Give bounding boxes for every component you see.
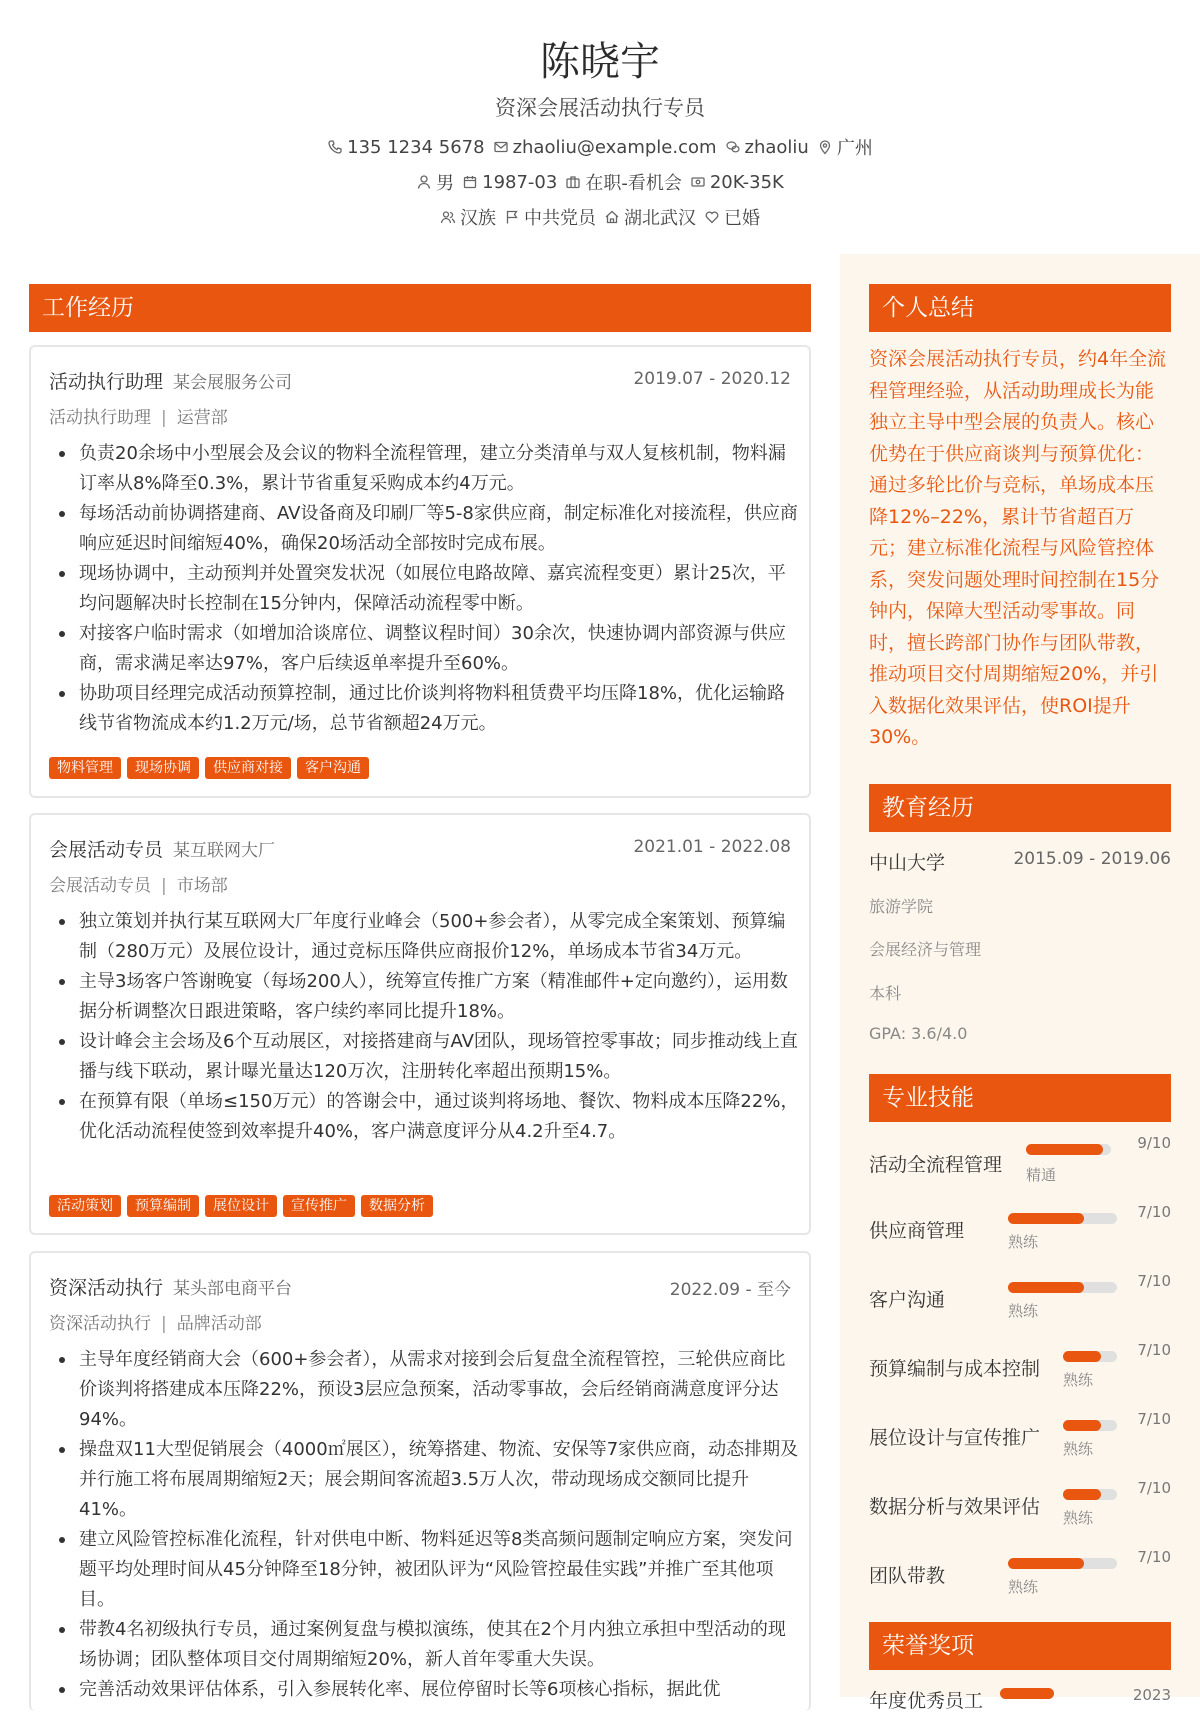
contact-line: [0, 134, 1200, 160]
gender-text: 男: [436, 173, 455, 194]
party-text: 中共党员: [524, 208, 596, 229]
skill-bar: [1008, 1282, 1117, 1293]
gender-item: [416, 169, 454, 195]
ethnicity-item: [440, 204, 496, 230]
job-card: [29, 813, 811, 1235]
skill-bar-fill: [1063, 1489, 1101, 1500]
job-date: 2022.09 - 至今: [669, 1280, 791, 1300]
skill-level: 精通: [1026, 1166, 1057, 1184]
wechat-icon: [725, 139, 741, 155]
job-company: 某头部电商平台: [173, 1279, 293, 1299]
skill-bar: [1008, 1213, 1117, 1224]
skill-bar-fill: [1063, 1420, 1101, 1431]
birth-item: [462, 169, 557, 195]
ethnicity-text: 汉族: [460, 208, 496, 229]
job-card: [29, 345, 811, 798]
bullet-item: 在预算有限（单场≤150万元）的答谢会中，通过谈判将场地、餐饮、物料成本压降22%，优化活动流程使签到效率提升40%，客户满意度评分从4.2升至4.7。: [49, 1087, 799, 1147]
skill-score: 7/10: [1137, 1410, 1171, 1428]
skill-tag: 供应商对接: [205, 757, 291, 779]
bullet-item: 对接客户临时需求（如增加洽谈席位、调整议程时间）30余次，快速协调内部资源与供应商，需求满足率达97%，客户后续返单率提升至60%。: [49, 619, 799, 679]
resume-header: [0, 0, 1200, 250]
education-date: 2015.09 - 2019.06: [1013, 849, 1171, 869]
salary-item: [690, 169, 784, 195]
skill-score: 7/10: [1137, 1548, 1171, 1566]
skill-tag: 预算编制: [127, 1195, 199, 1217]
job-company: 某会展服务公司: [173, 373, 293, 393]
separator: |: [161, 1314, 167, 1334]
skill-bar-fill: [1008, 1213, 1084, 1224]
bullet-item: 设计峰会主会场及6个互动展区，对接搭建商与AV团队，现场管控零事故；同步推动线上直播与线下联动，累计曝光量达120万次，注册转化率超出预期15%。: [49, 1027, 799, 1087]
job-tags: [49, 1195, 433, 1217]
hometown-item: [604, 204, 696, 230]
skill-bar: [1063, 1489, 1117, 1500]
skill-name: 客户沟通: [869, 1289, 946, 1311]
skill-bar-fill: [1008, 1282, 1084, 1293]
skill-item: [869, 1341, 1171, 1401]
skill-tag: 数据分析: [361, 1195, 433, 1217]
phone-text: 135 1234 5678: [347, 136, 485, 158]
gpa-value: GPA: 3.6/4.0: [869, 1024, 968, 1043]
section-header-skills: 专业技能: [869, 1074, 1171, 1122]
skill-item: [869, 1203, 1171, 1263]
wechat-item: [725, 134, 809, 160]
location-text: 广州: [836, 138, 873, 159]
bullet-item: 每场活动前协调搭建商、AV设备商及印刷厂等5-8家供应商，制定标准化对接流程，供应商响应延迟时间缩短40%，确保20场活动全部按时完成布展。: [49, 499, 799, 559]
skill-bar-fill: [1063, 1351, 1101, 1362]
skill-item: [869, 1479, 1171, 1539]
skill-bar: [1063, 1420, 1117, 1431]
job-bullets: [49, 1345, 799, 1705]
skill-score: 7/10: [1137, 1203, 1171, 1221]
section-header-honors: 荣誉奖项: [869, 1622, 1171, 1670]
job-title-line: [49, 367, 292, 394]
bullet-item: 带教4名初级执行专员，通过案例复盘与模拟演练，使其在2个月内独立承担中型活动的现场协调；团队整体项目交付周期缩短20%，新人首年零重大失误。: [49, 1615, 799, 1675]
job-role: 会展活动专员: [49, 876, 151, 896]
personal-line: [0, 169, 1200, 195]
education-row: [869, 848, 1171, 875]
bullet-item: 建立风险管控标准化流程，针对供电中断、物料延迟等8类高频问题制定响应方案，突发问题平均处理时间从45分钟降至18分钟，被团队评为“风险管控最佳实践”并推广至其他项目。: [49, 1525, 799, 1615]
salary-icon: [690, 174, 706, 190]
status-text: 在职-看机会: [585, 173, 682, 194]
bullet-item: 协助项目经理完成活动预算控制，通过比价谈判将物料租赁费平均压降18%，优化运输路线节省物流成本约1.2万元/场，总节省额超24万元。: [49, 679, 799, 739]
salary-text: 20K-35K: [709, 171, 784, 193]
job-subline: [49, 1309, 262, 1334]
job-title: 资深活动执行: [49, 1277, 164, 1299]
skill-level: 熟练: [1063, 1440, 1094, 1458]
skill-score: 7/10: [1137, 1479, 1171, 1497]
candidate-name: 陈晓宇: [540, 39, 660, 85]
marital-text: 已婚: [724, 208, 760, 229]
skill-name: 团队带教: [869, 1565, 946, 1587]
briefcase-icon: [565, 174, 581, 190]
background-line: [0, 204, 1200, 230]
skill-bar: [1063, 1351, 1117, 1362]
bullet-item: 独立策划并执行某互联网大厂年度行业峰会（500+参会者），从零完成全案策划、预算编制（280万元）及展位设计，通过竞标压降供应商报价12%，单场成本节省34万元。: [49, 907, 799, 967]
skill-score: 9/10: [1137, 1134, 1171, 1152]
email-item[interactable]: [493, 134, 717, 160]
honor-row: [869, 1686, 1171, 1712]
job-tags: [49, 757, 369, 779]
bullet-item: 负责20余场中小型展会及会议的物料全流程管理，建立分类清单与双人复核机制，物料漏订率从8%降至0.3%，累计节省重复采购成本约4万元。: [49, 439, 799, 499]
honor-name: 年度优秀员工: [869, 1690, 984, 1712]
candidate-title: 资深会展活动执行专员: [495, 96, 705, 120]
summary-text: 资深会展活动执行专员，约4年全流程管理经验，从活动助理成长为能独立主导中型会展的负责人。核心优势在于供应商谈判与预算优化：通过多轮比价与竞标，单场成本压降12%–22%，累计节省超百万元；建立标准化流程与风险管控体系，突发问题处理时间控制在15分钟内，保障大型活动零事故。同时，擅长跨部门协作与团队带教，推动项目交付周期缩短20%，并引入数据化效果评估，使ROI提升30%。: [869, 348, 1167, 748]
degree-name: 本科: [869, 984, 902, 1003]
skill-bar-fill: [1008, 1558, 1084, 1569]
skill-level: 熟练: [1008, 1233, 1039, 1251]
people-icon: [440, 209, 456, 225]
job-dept: 运营部: [176, 408, 228, 428]
separator: |: [161, 408, 167, 428]
skill-name: 数据分析与效果评估: [869, 1496, 1041, 1518]
job-subline: [49, 403, 228, 428]
email-text: zhaoliu@example.com: [512, 136, 717, 158]
job-role: 活动执行助理: [49, 408, 151, 428]
skill-level: 熟练: [1008, 1578, 1039, 1596]
home-icon: [604, 209, 620, 225]
skill-level: 熟练: [1063, 1509, 1094, 1527]
job-title: 会展活动专员: [49, 839, 164, 861]
skill-level: 熟练: [1008, 1302, 1039, 1320]
job-bullets: [49, 907, 799, 1147]
skill-item: [869, 1272, 1171, 1332]
section-header-work: 工作经历: [29, 284, 811, 332]
section-header-summary: 个人总结: [869, 284, 1171, 332]
heart-icon: [704, 209, 720, 225]
skill-tag: 现场协调: [127, 757, 199, 779]
skill-tag: 物料管理: [49, 757, 121, 779]
college-name: 旅游学院: [869, 897, 934, 916]
skill-bar: [1008, 1558, 1117, 1569]
person-icon: [416, 174, 432, 190]
skill-bar: [1026, 1144, 1111, 1155]
status-item: [565, 169, 682, 195]
school-name: 中山大学: [869, 852, 946, 874]
skill-tag: 活动策划: [49, 1195, 121, 1217]
honor-badge: [1000, 1688, 1054, 1699]
skill-name: 活动全流程管理: [869, 1154, 1003, 1176]
job-card: [29, 1251, 811, 1711]
location-item: [817, 134, 873, 160]
mail-icon: [493, 139, 509, 155]
phone-item: [327, 134, 484, 160]
skill-tag: 客户沟通: [297, 757, 369, 779]
section-header-education: 教育经历: [869, 784, 1171, 832]
party-item: [504, 204, 596, 230]
skill-name: 供应商管理: [869, 1220, 965, 1242]
honor-date: 2023: [1132, 1686, 1171, 1704]
hometown-text: 湖北武汉: [624, 208, 696, 229]
skill-item: [869, 1410, 1171, 1470]
skill-score: 7/10: [1137, 1341, 1171, 1359]
major-name: 会展经济与管理: [869, 940, 982, 959]
job-dept: 品牌活动部: [176, 1314, 262, 1334]
job-date: 2021.01 - 2022.08: [633, 837, 791, 857]
job-date: 2019.07 - 2020.12: [633, 369, 791, 389]
job-title-line: [49, 835, 275, 862]
skill-name: 展位设计与宣传推广: [869, 1427, 1041, 1449]
bullet-item: 操盘双11大型促销展会（4000㎡展区），统筹搭建、物流、安保等7家供应商，动态排期及并行施工将布展周期缩短2天；展会期间客流超3.5万人次，带动现场成交额同比提升41%。: [49, 1435, 799, 1525]
job-bullets: [49, 439, 799, 739]
skill-item: [869, 1134, 1171, 1194]
job-company: 某互联网大厂: [173, 841, 276, 861]
bullet-item: 现场协调中，主动预判并处置突发状况（如展位电路故障、嘉宾流程变更）累计25次，平均问题解决时长控制在15分钟内，保障活动流程零中断。: [49, 559, 799, 619]
phone-icon: [327, 139, 343, 155]
birth-text: 1987-03: [482, 171, 558, 193]
separator: |: [161, 876, 167, 896]
location-icon: [817, 139, 833, 155]
skill-score: 7/10: [1137, 1272, 1171, 1290]
skill-tag: 展位设计: [205, 1195, 277, 1217]
job-title-line: [49, 1273, 292, 1300]
flag-icon: [504, 209, 520, 225]
wechat-text: zhaoliu: [744, 136, 809, 158]
skill-item: [869, 1548, 1171, 1608]
job-dept: 市场部: [176, 876, 228, 896]
bullet-item: 完善活动效果评估体系，引入参展转化率、展位停留时长等6项核心指标，据此优: [49, 1675, 799, 1705]
calendar-icon: [462, 174, 478, 190]
job-subline: [49, 871, 228, 896]
job-role: 资深活动执行: [49, 1314, 151, 1334]
bullet-item: 主导年度经销商大会（600+参会者），从需求对接到会后复盘全流程管控，三轮供应商比价谈判将搭建成本压降22%，预设3层应急预案，活动零事故，会后经销商满意度评分达94%。: [49, 1345, 799, 1435]
skill-bar-fill: [1026, 1144, 1103, 1155]
skill-name: 预算编制与成本控制: [869, 1358, 1041, 1380]
job-title: 活动执行助理: [49, 371, 164, 393]
skill-level: 熟练: [1063, 1371, 1094, 1389]
skill-tag: 宣传推广: [283, 1195, 355, 1217]
marital-item: [704, 204, 760, 230]
bullet-item: 主导3场客户答谢晚宴（每场200人），统筹宣传推广方案（精准邮件+定向邀约），运用数据分析调整次日跟进策略，客户续约率同比提升18%。: [49, 967, 799, 1027]
